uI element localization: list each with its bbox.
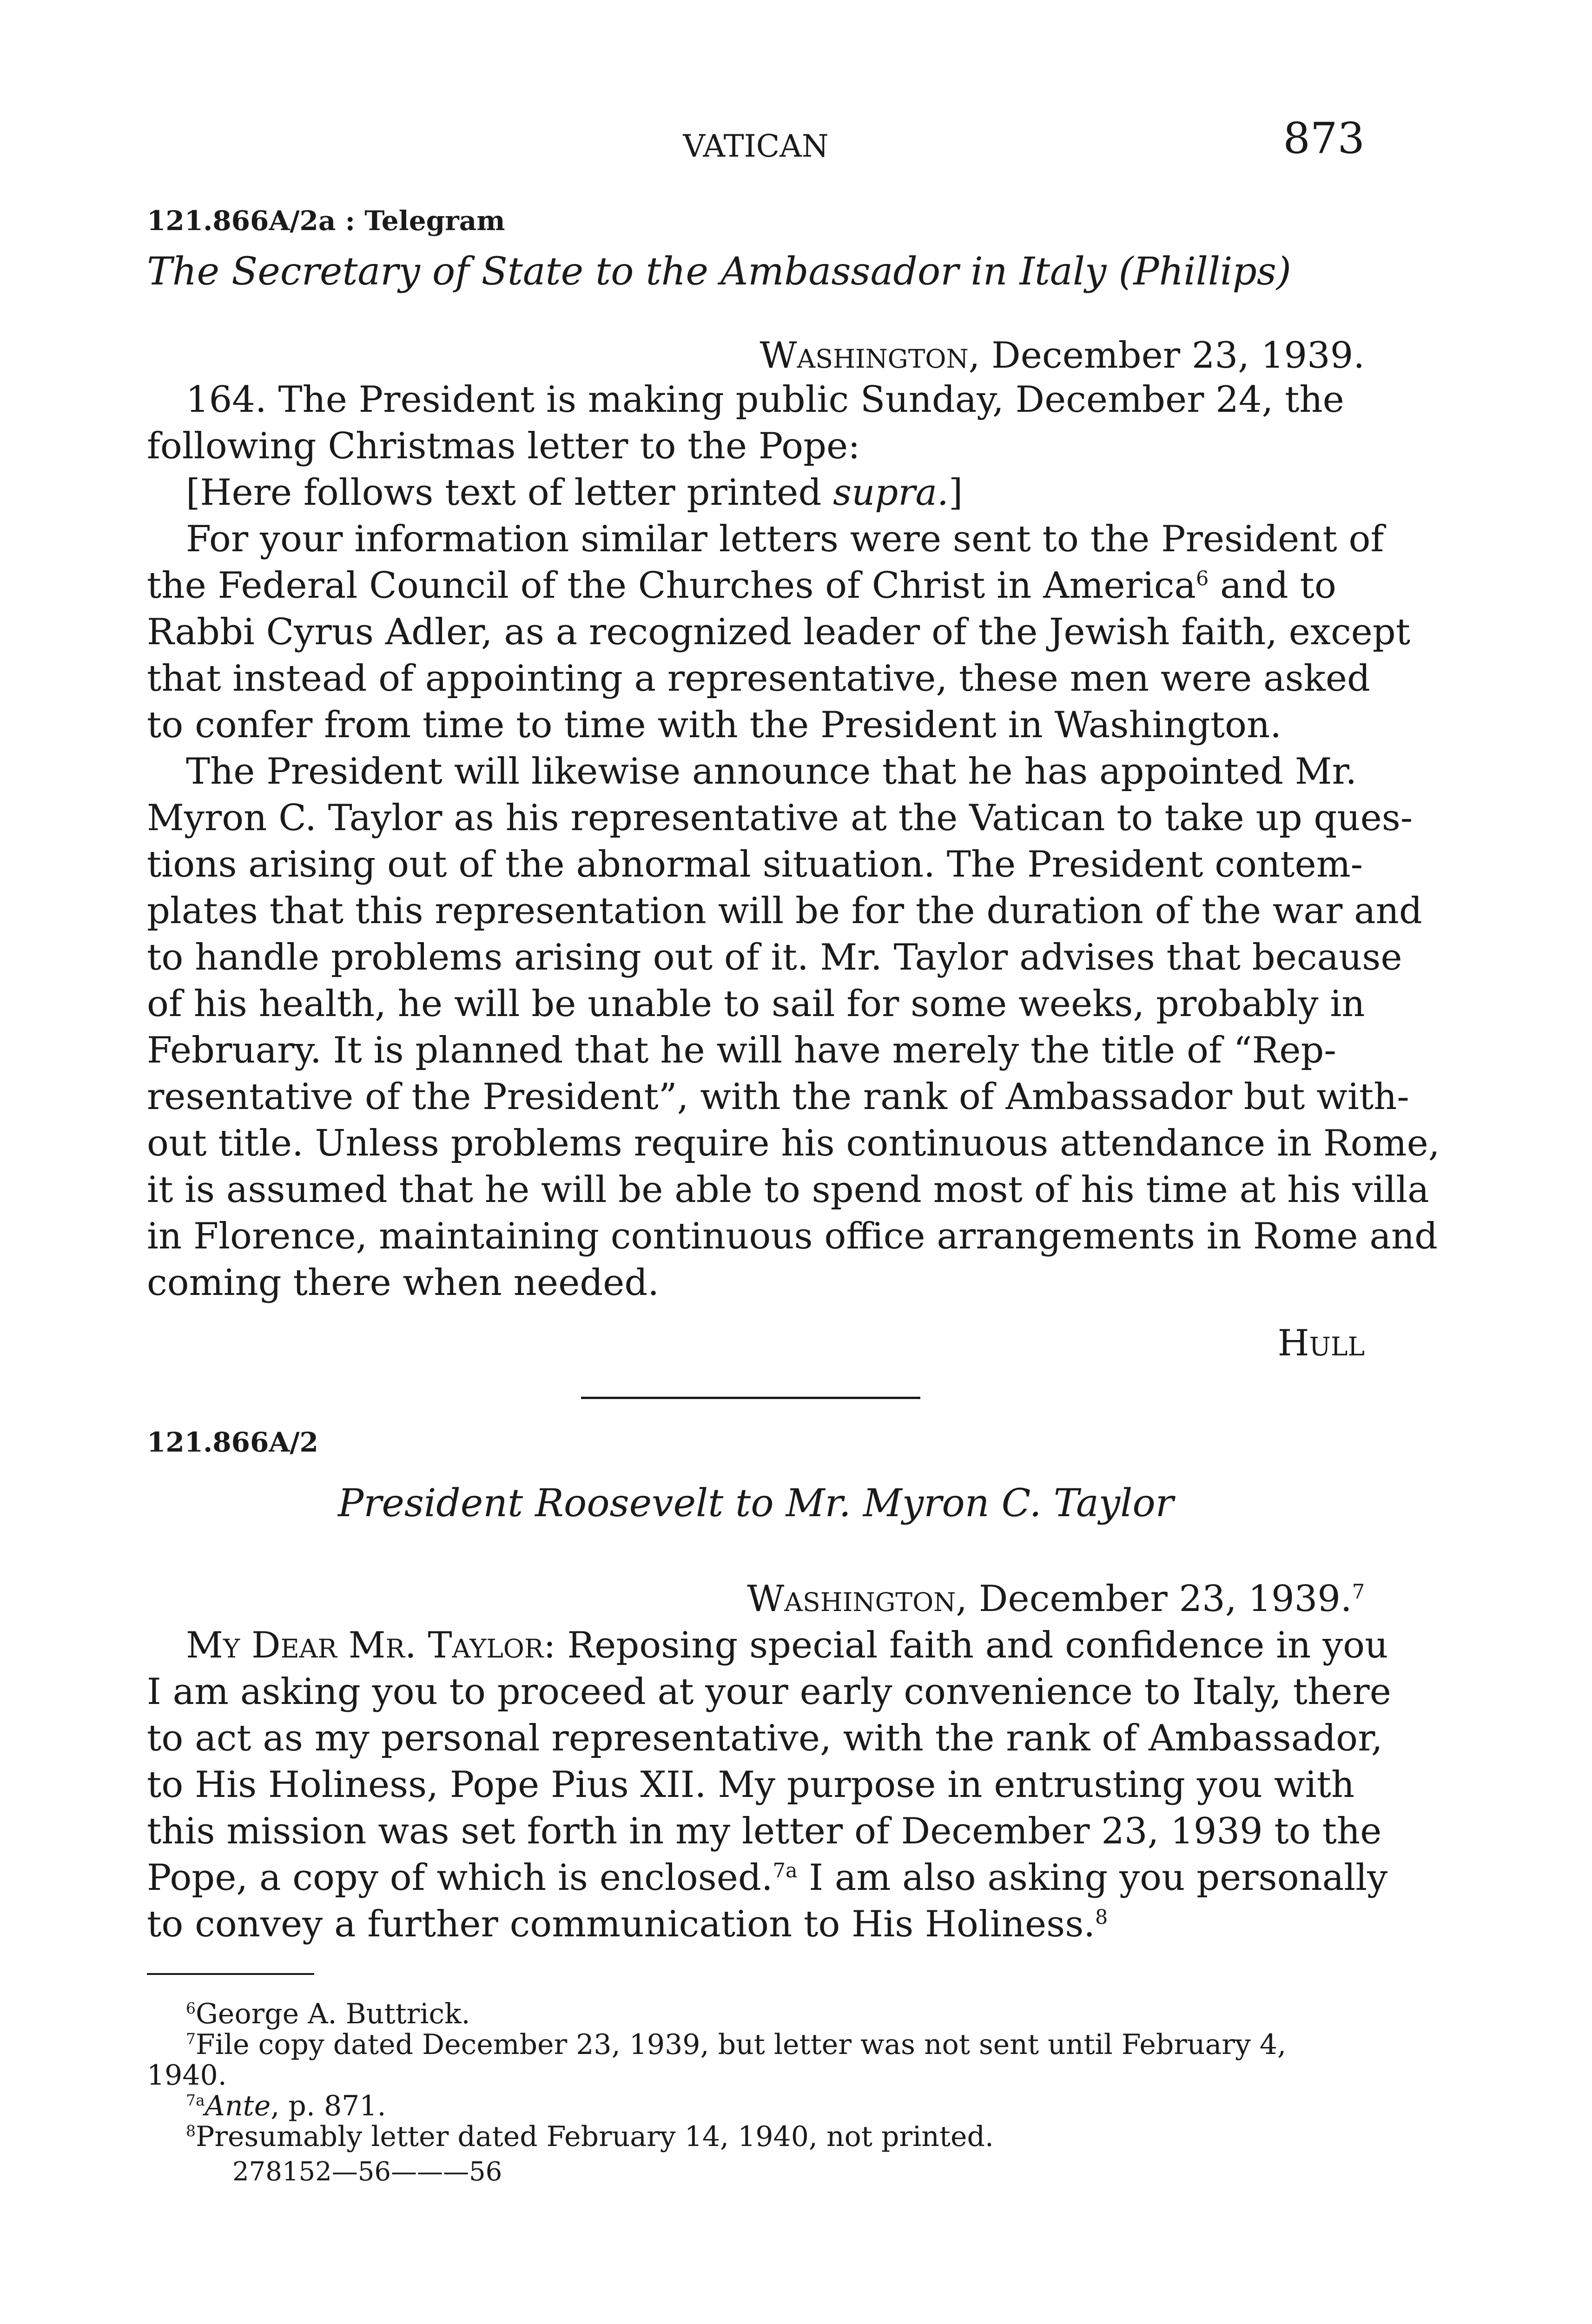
doc2-dateline (147, 1576, 1365, 1622)
bracket-close: ] (948, 472, 963, 514)
doc2-line-6-tail: I am also asking you personally (797, 1857, 1388, 1899)
doc2-line-2: I am asking you to proceed at your early convenience to Italy, there (147, 1671, 1391, 1713)
doc2-line-7-text: to convey a further communication to His Holiness. (147, 1903, 1096, 1945)
doc1-line-3 (186, 469, 1365, 516)
doc1-line-18: it is assumed that he will be able to spend most of his time at his villa (147, 1169, 1429, 1211)
doc2-line-6 (147, 1855, 1388, 1901)
doc2-salutation: My Dear Mr. Taylor (186, 1624, 544, 1666)
doc1-line-12: plates that this representation will be for the duration of the war and (147, 890, 1422, 932)
footnote-8-mark: 8 (186, 2122, 196, 2140)
footnote-7a-mark: 7a (186, 2091, 205, 2109)
footnote-7 (186, 2029, 1365, 2060)
page-number: 873 (1283, 113, 1365, 163)
footnote-7a-rest: , p. 871. (271, 2090, 386, 2122)
doc1-line-20: coming there when needed. (147, 1262, 660, 1304)
doc1-signature: Hull (1277, 1322, 1365, 1364)
footnote-7-continued: 1940. (147, 2059, 227, 2092)
doc1-line-10: Myron C. Taylor as his representative at the Vatican to take up ques- (147, 797, 1413, 839)
doc1-line-4: For your information similar letters were sent to the President of (186, 518, 1384, 560)
doc2-line-4: to His Holiness, Pope Pius XII. My purpose in entrusting you with (147, 1764, 1355, 1806)
file-code-1: 121.866A/2a : Telegram (147, 205, 505, 237)
footnote-8-text: Presumably letter dated February 14, 1940, not printed. (196, 2120, 994, 2153)
print-code: 278152—56———56 (232, 2157, 502, 2187)
doc2-title: President Roosevelt to Mr. Myron C. Taylor (338, 1481, 1174, 1525)
doc1-line-2: following Christmas letter to the Pope: (147, 425, 860, 467)
footnote-ref-8: 8 (1095, 1906, 1108, 1929)
doc2-line-5: this mission was set forth in my letter of December 23, 1939 to the (147, 1810, 1382, 1852)
file-code-2: 121.866A/2 (147, 1426, 318, 1458)
footnote-8 (186, 2121, 1404, 2152)
footnote-6 (186, 1999, 1404, 2029)
footnote-7a (186, 2091, 1404, 2121)
doc2-place: Washington (747, 1578, 956, 1620)
doc1-line-17: out title. Unless problems require his continuous attendance in Rome, (147, 1122, 1440, 1164)
doc2-line-1 (186, 1622, 1388, 1669)
doc1-line-8: to confer from time to time with the President in Washington. (147, 704, 1282, 746)
footnote-ref-7a: 7a (773, 1859, 798, 1882)
doc1-line-19: in Florence, maintaining continuous office arrangements in Rome and (147, 1215, 1438, 1257)
doc1-line-11: tions arising out of the abnormal situation. The President contem- (147, 844, 1363, 885)
footnote-7-mark: 7 (186, 2030, 196, 2048)
footnote-ref-6: 6 (1196, 567, 1209, 590)
doc2-line-6-text: Pope, a copy of which is enclosed. (147, 1857, 773, 1899)
supra-ref: supra. (833, 472, 949, 514)
footnote-7a-text: Ante (205, 2090, 271, 2122)
doc2-line-3: to act as my personal representative, with the rank of Ambassador, (147, 1717, 1383, 1759)
doc1-line-16: resentative of the President”, with the rank of Ambassador but with- (147, 1076, 1409, 1118)
footnote-6-text: George A. Buttrick. (196, 1998, 470, 2030)
footnote-6-mark: 6 (186, 1999, 196, 2017)
doc1-title: The Secretary of State to the Ambassador in Italy (Phillips) (147, 250, 1291, 294)
doc1-dateline (147, 332, 1365, 379)
doc1-line-5-tail: and to (1209, 565, 1336, 607)
running-title: VATICAN (683, 128, 829, 164)
doc1-line-15: February. It is planned that he will have merely the title of “Rep- (147, 1030, 1336, 1071)
doc1-line-3-text: [Here follows text of letter printed (186, 472, 833, 514)
doc1-line-5-text: the Federal Council of the Churches of Christ in America (147, 565, 1196, 607)
footnote-ref-7: 7 (1352, 1580, 1365, 1604)
doc2-line-1-text: : Reposing special faith and confidence in you (543, 1624, 1388, 1666)
doc2-line-7 (147, 1901, 1365, 1948)
footnote-rule (147, 1973, 314, 1975)
doc1-line-6: Rabbi Cyrus Adler, as a recognized leader of the Jewish faith, except (147, 611, 1411, 653)
doc1-date: , December 23, 1939. (968, 335, 1365, 376)
doc1-line-5 (147, 562, 1365, 609)
doc1-line-13: to handle problems arising out of it. Mr. Taylor advises that because (147, 937, 1402, 978)
doc1-line-9: The President will likewise announce that he has appointed Mr. (186, 751, 1357, 792)
doc2-date: , December 23, 1939. (956, 1578, 1352, 1620)
doc1-line-14: of his health, he will be unable to sail for some weeks, probably in (147, 983, 1365, 1025)
doc1-line-1: 164. The President is making public Sunday, December 24, the (186, 379, 1344, 421)
section-divider (581, 1397, 920, 1399)
footnote-7-text: File copy dated December 23, 1939, but letter was not sent until February 4, (196, 2028, 1287, 2061)
doc1-line-7: that instead of appointing a representative, these men were asked (147, 658, 1370, 700)
doc1-place: Washington (760, 335, 969, 376)
